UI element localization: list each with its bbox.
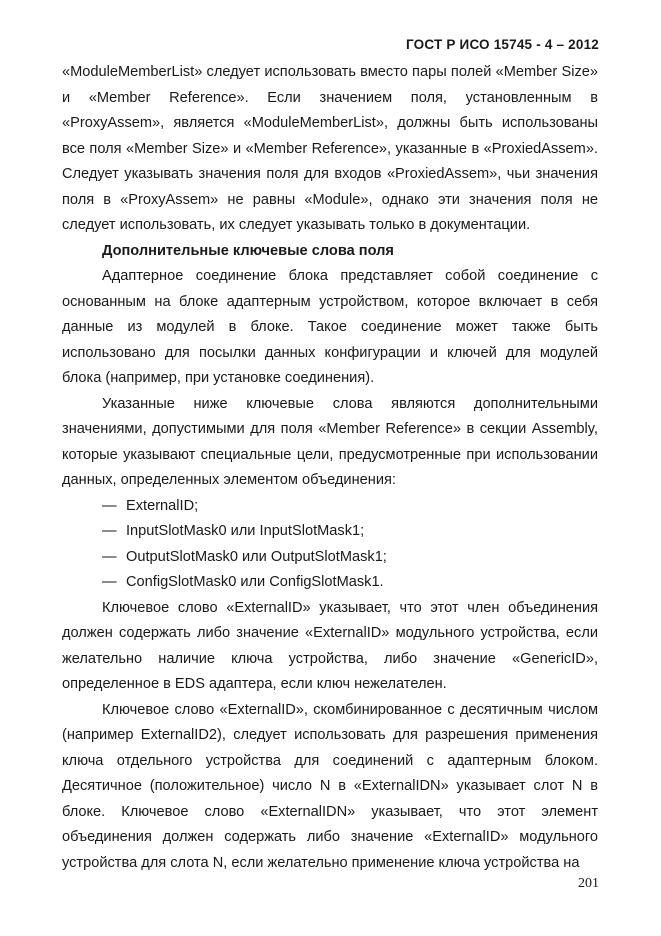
list-item bbox=[62, 570, 598, 596]
list-dash: — bbox=[102, 548, 117, 565]
document-body bbox=[62, 60, 598, 876]
section-heading: Дополнительные ключевые слова поля bbox=[102, 242, 394, 259]
list-item-text: ConfigSlotMask0 или ConfigSlotMask1. bbox=[126, 574, 384, 590]
paragraph-module-member-list: «ModuleMemberList» следует использовать вместо пары полей «Member Size» и «Member Reference». Если значением поля, установленным в «ProxyAssem», является «ModuleMemberList», должны быть использованы все поля «Member Size» и «Member Reference», указанные в «ProxiedAssem». Следует указывать значения поля для входов «ProxiedAssem», чьи значения поля в «ProxyAssem» не равны «Module», однако эти значения поля не следует использовать, их следует указывать только в документации. bbox=[62, 64, 598, 233]
list-item-text: ExternalID; bbox=[126, 497, 199, 514]
list-dash: — bbox=[102, 523, 117, 539]
paragraph-external-id-n: Ключевое слово «ExternalID», скомбинированное с десятичным числом (например ExternalID2), следует использовать для разрешения применения ключа отдельного устройства для соединений с адаптерным блоком. Десятичное (положительное) число N в «ExternalIDN» указывает слот N в блоке. Ключевое слово «ExternalIDN» указывает, что этот элемент объединения должен содержать либо значение «ExternalID» модульного устройства для слота N, если желательно применение ключа устройства на bbox=[62, 701, 598, 871]
list-item bbox=[62, 519, 598, 545]
list-item bbox=[62, 545, 598, 571]
page-number: 201 bbox=[578, 876, 599, 891]
list-dash: — bbox=[102, 497, 117, 514]
paragraph-keywords-intro: Указанные ниже ключевые слова являются дополнительными значениями, допустимыми для поля «Member Reference» в секции Assembly, которые указывают специальные цели, предусмотренные при использовании данных, определенных элементом объединения: bbox=[62, 395, 598, 488]
list-dash: — bbox=[102, 574, 117, 590]
paragraph-external-id: Ключевое слово «ExternalID» указывает, что этот член объединения должен содержать либо значение «ExternalID» модульного устройства, если желательно наличие ключа устройства, либо значение «GenericID», определенное в EDS адаптера, если ключ нежелателен. bbox=[62, 599, 598, 692]
document-header: ГОСТ Р ИСО 15745 - 4 – 2012 bbox=[406, 37, 599, 52]
paragraph-adapter-connection: Адаптерное соединение блока представляет собой соединение с основанным на блоке адаптерным устройством, которое включает в себя данные из модулей в блоке. Такое соединение может также быть использовано для посылки данных конфигурации и ключей для модулей блока (например, при установке соединения). bbox=[62, 268, 598, 386]
list-item-text: InputSlotMask0 или InputSlotMask1; bbox=[126, 523, 365, 539]
keyword-list bbox=[62, 494, 598, 596]
list-item bbox=[62, 494, 598, 520]
list-item-text: OutputSlotMask0 или OutputSlotMask1; bbox=[126, 548, 387, 565]
